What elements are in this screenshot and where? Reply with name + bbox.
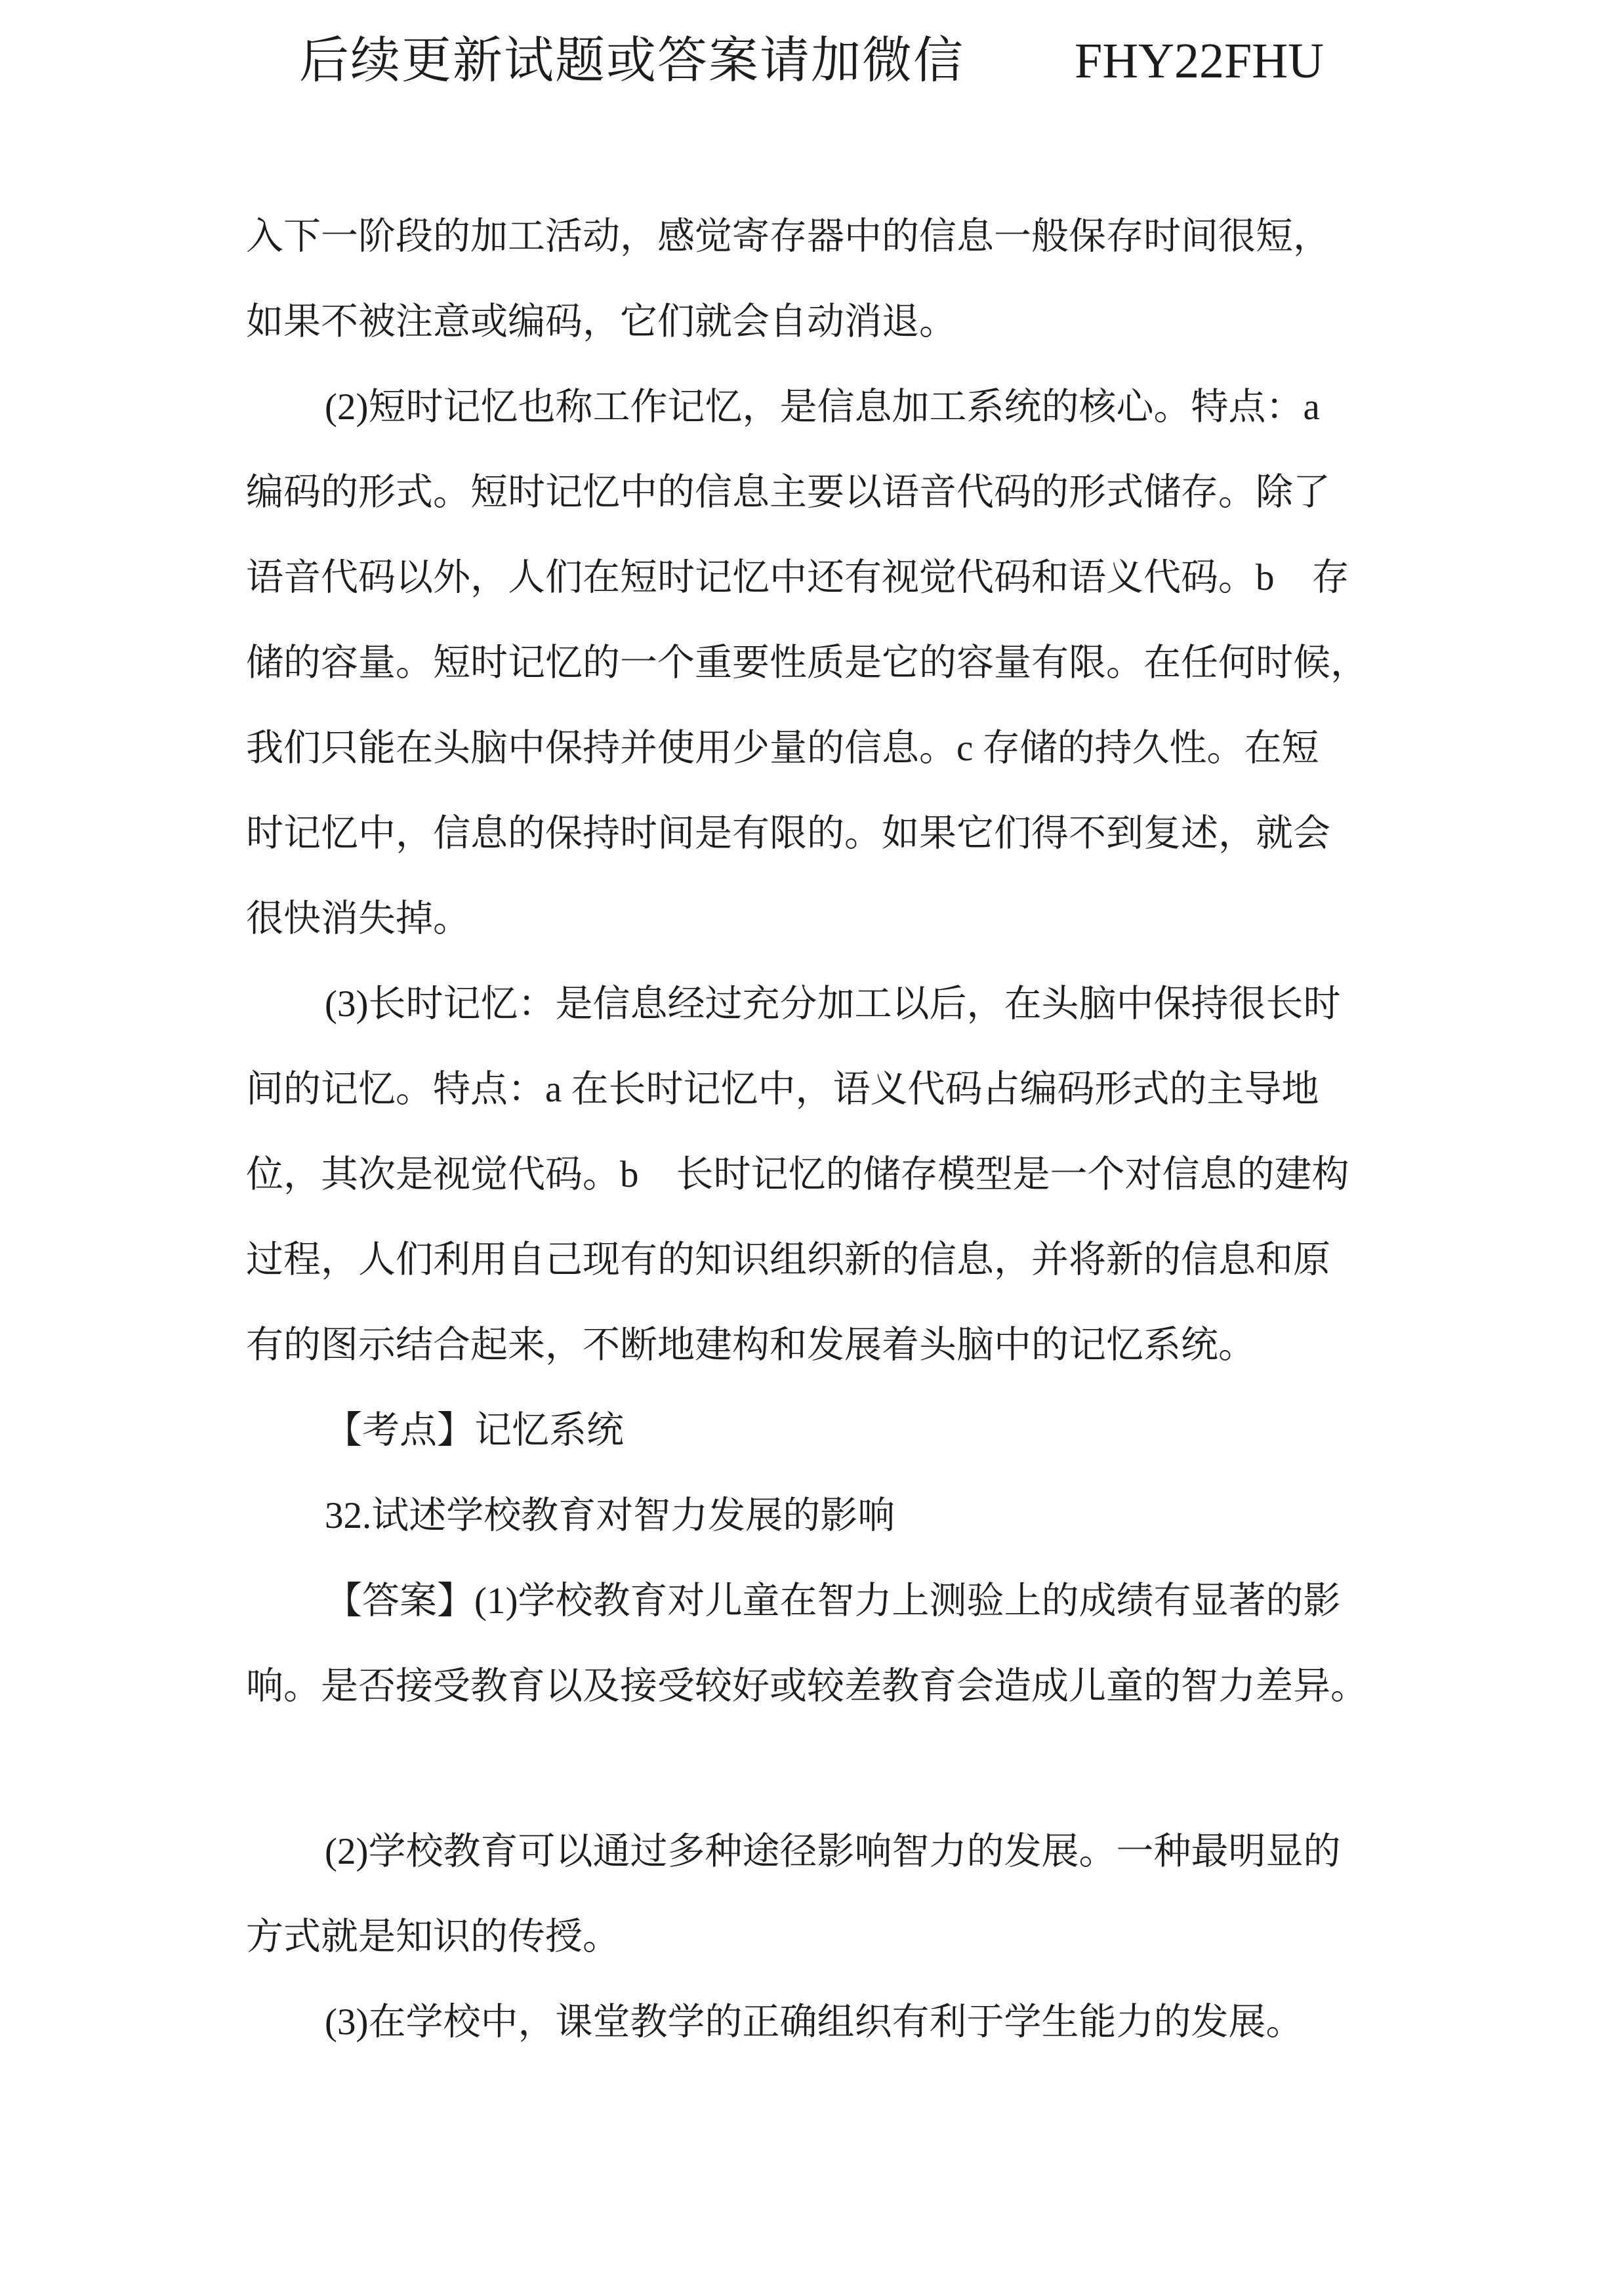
text-line: 响。是否接受教育以及接受较好或较差教育会造成儿童的智力差异。 — [246, 1666, 1368, 1707]
text-line: 【答案】(1)学校教育对儿童在智力上测验上的成绩有显著的影 — [325, 1580, 1341, 1622]
text-line: 有的图示结合起来，不断地建构和发展着头脑中的记忆系统。 — [246, 1324, 1256, 1366]
text-line: 方式就是知识的传授。 — [246, 1916, 620, 1958]
text-line: 位，其次是视觉代码。b 长时记忆的储存模型是一个对信息的建构 — [246, 1154, 1349, 1195]
text-line: 编码的形式。短时记忆中的信息主要以语音代码的形式储存。除了 — [246, 472, 1330, 513]
page-header — [0, 0, 1623, 87]
text-line: (2)学校教育可以通过多种途径影响智力的发展。一种最明显的 — [325, 1831, 1341, 1872]
text-line: 很快消失掉。 — [246, 898, 470, 939]
text-line: 过程，人们利用自己现有的知识组织新的信息，并将新的信息和原 — [246, 1239, 1330, 1281]
text-line: (2)短时记忆也称工作记忆，是信息加工系统的核心。特点：a — [325, 386, 1320, 428]
header-wechat-code: FHY22FHU — [1074, 33, 1325, 89]
text-line: 储的容量。短时记忆的一个重要性质是它的容量有限。在任何时候， — [246, 642, 1368, 684]
text-line: 【考点】记忆系统 — [325, 1410, 624, 1451]
header-title: 后续更新试题或答案请加微信 — [298, 33, 964, 89]
text-line: (3)在学校中，课堂教学的正确组织有利于学生能力的发展。 — [325, 2001, 1304, 2043]
text-line: 语音代码以外，人们在短时记忆中还有视觉代码和语义代码。b 存 — [246, 557, 1349, 598]
text-line: 时记忆中，信息的保持时间是有限的。如果它们得不到复述，就会 — [246, 813, 1330, 854]
text-line: 入下一阶段的加工活动，感觉寄存器中的信息一般保存时间很短， — [246, 216, 1330, 257]
text-line: 如果不被注意或编码，它们就会自动消退。 — [246, 301, 956, 342]
text-line: 间的记忆。特点：a 在长时记忆中，语义代码占编码形式的主导地 — [246, 1069, 1319, 1110]
text-line: 我们只能在头脑中保持并使用少量的信息。c 存储的持久性。在短 — [246, 728, 1319, 769]
text-line: (3)长时记忆：是信息经过充分加工以后，在头脑中保持很长时 — [325, 983, 1341, 1025]
text-line: 32.试述学校教育对智力发展的影响 — [325, 1495, 895, 1536]
document-body — [246, 194, 1414, 2065]
